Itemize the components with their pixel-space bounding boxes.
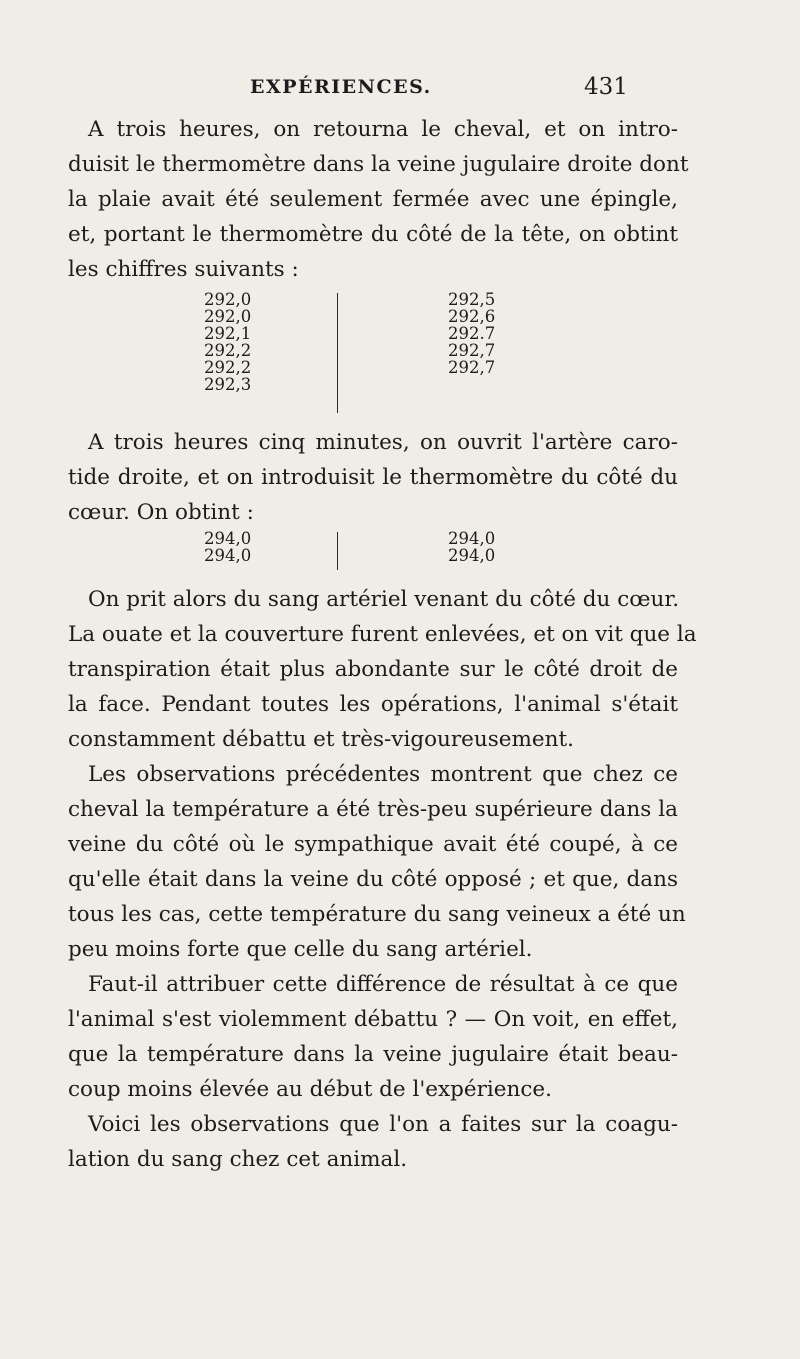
paragraph-6 [68, 1107, 678, 1177]
table-cell: 294,0 [204, 529, 252, 548]
table-cell: 292,0 [204, 307, 252, 326]
paragraph-4 [68, 757, 686, 967]
text-line: et, portant le thermomètre du côté de la tête, on obtint [68, 222, 678, 247]
text-line: la face. Pendant toutes les opérations, l'animal s'était [68, 692, 678, 717]
table-cell: 292,2 [204, 341, 252, 360]
text-line: duisit le thermomètre dans la veine jugulaire droite dont [68, 152, 689, 177]
text-line: les chiffres suivants : [68, 257, 299, 282]
text-line: cheval la température a été très-peu supérieure dans la [68, 797, 678, 822]
temperature-table-2 [68, 530, 678, 582]
text-line: tide droite, et on introduisit le thermomètre du côté du [68, 465, 678, 490]
table-cell: 292,6 [448, 307, 496, 326]
text-line: La ouate et la couverture furent enlevées, et on vit que la [68, 622, 697, 647]
table-cell: 292.7 [448, 324, 496, 343]
text-line: A trois heures, on retourna le cheval, et on intro- [88, 117, 678, 142]
table-cell: 292,5 [448, 290, 496, 309]
table-2-right-column [448, 530, 495, 564]
text-line: cœur. On obtint : [68, 500, 254, 525]
table-cell: 292,0 [204, 290, 252, 309]
text-line: peu moins forte que celle du sang artériel. [68, 937, 533, 962]
table-cell: 292,7 [448, 358, 496, 377]
text-line: que la température dans la veine jugulaire était beau- [68, 1042, 678, 1067]
text-line: qu'elle était dans la veine du côté opposé ; et que, dans [68, 867, 678, 892]
text-line: lation du sang chez cet animal. [68, 1147, 408, 1172]
running-head [0, 76, 800, 106]
table-cell: 294,0 [448, 546, 496, 565]
column-divider [337, 293, 338, 413]
table-cell: 292,1 [204, 324, 252, 343]
body-text [68, 112, 697, 1177]
table-cell: 292,3 [204, 375, 252, 394]
text-line: Voici les observations que l'on a faites sur la coagu- [88, 1112, 678, 1137]
text-line: coup moins élevée au début de l'expérience. [68, 1077, 552, 1102]
table-2-left-column [204, 530, 251, 564]
table-cell: 294,0 [204, 546, 252, 565]
table-1-left-column [204, 291, 251, 393]
column-divider [337, 532, 338, 570]
table-cell: 292,2 [204, 358, 252, 377]
text-line: constamment débattu et très-vigoureusement. [68, 727, 574, 752]
text-line: On prit alors du sang artériel venant du côté du cœur. [88, 587, 680, 612]
paragraph-3 [68, 582, 697, 757]
text-line: Les observations précédentes montrent que chez ce [88, 762, 678, 787]
text-line: veine du côté où le sympathique avait été coupé, à ce [68, 832, 678, 857]
text-line: l'animal s'est violemment débattu ? — On voit, en effet, [68, 1007, 678, 1032]
text-line: A trois heures cinq minutes, on ouvrit l'artère caro- [88, 430, 678, 455]
table-cell: 294,0 [448, 529, 496, 548]
text-line: la plaie avait été seulement fermée avec une épingle, [68, 187, 678, 212]
running-head-title: EXPÉRIENCES. [250, 76, 432, 98]
text-line: transpiration était plus abondante sur le côté droit de [68, 657, 678, 682]
table-cell: 292,7 [448, 341, 496, 360]
page-number: 431 [584, 74, 628, 100]
text-line: tous les cas, cette température du sang veineux a été un [68, 902, 686, 927]
text-line: Faut-il attribuer cette différence de résultat à ce que [88, 972, 678, 997]
paragraph-1 [68, 112, 689, 287]
paragraph-5 [68, 967, 678, 1107]
temperature-table-1 [68, 291, 678, 425]
paragraph-2 [68, 425, 678, 530]
table-1-right-column [448, 291, 495, 376]
